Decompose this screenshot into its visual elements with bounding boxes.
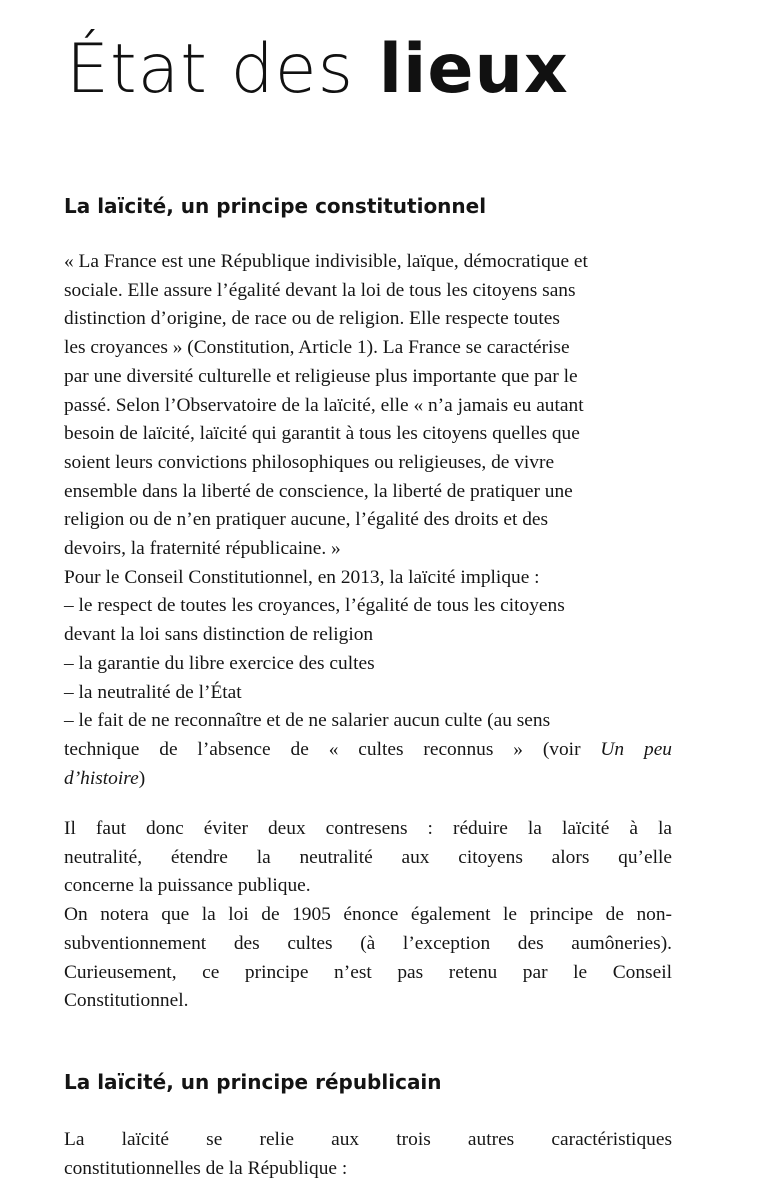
text-line: ensemble dans la liberté de conscience, la liberté de pratiquer une (64, 480, 573, 502)
page-title (66, 22, 569, 118)
text-line: par une diversité culturelle et religieuse plus importante que par le (64, 365, 578, 387)
text-segment: ) (138, 767, 146, 789)
section-heading-constitutionnel: La laïcité, un principe constitutionnel (64, 194, 487, 218)
text-line: devoirs, la fraternité républicaine. » (64, 538, 341, 560)
text-line: Pour le Conseil Constitutionnel, en 2013, la laïcité implique : (64, 566, 540, 588)
text-segment: technique de l’absence de « cultes reconnus » (voir (64, 738, 581, 760)
page-title-part2: lieux (378, 30, 569, 109)
text-line (64, 765, 672, 794)
text-line: distinction d’origine, de race ou de religion. Elle respecte toutes (64, 308, 560, 330)
text-line: « La France est une République indivisible, laïque, démocratique et (64, 251, 588, 272)
italic-reference: Un peu (600, 738, 672, 760)
text-line: – le fait de ne reconnaître et de ne salarier aucun culte (au sens (64, 710, 551, 732)
text-line: – le respect de toutes les croyances, l’égalité de tous les citoyens (64, 595, 565, 617)
text-line: religion ou de n’en pratiquer aucune, l’égalité des droits et des (64, 509, 549, 531)
italic-reference: d’histoire (64, 767, 139, 789)
text-line: Constitutionnel. (64, 990, 189, 1012)
page-title-part1: État des (66, 30, 355, 109)
text-line: La laïcité se relie aux trois autres caractéristiques (64, 1129, 672, 1150)
text-line: Il faut donc éviter deux contresens : réduire la laïcité à la (64, 818, 672, 839)
text-line (64, 736, 672, 765)
text-line: On notera que la loi de 1905 énonce également le principe de non- (64, 904, 672, 926)
text-line: les croyances » (Constitution, Article 1). La France se caractérise (64, 337, 570, 359)
paragraph-contresens (64, 815, 672, 1016)
section-heading-republicain: La laïcité, un principe républicain (64, 1070, 442, 1094)
text-line: Curieusement, ce principe n’est pas retenu par le Conseil (64, 961, 672, 983)
text-line: concerne la puissance publique. (64, 875, 311, 897)
text-line: – la neutralité de l’État (64, 681, 242, 703)
text-line: – la garantie du libre exercice des cultes (64, 652, 375, 674)
text-line: sociale. Elle assure l’égalité devant la loi de tous les citoyens sans (64, 279, 576, 301)
text-line: passé. Selon l’Observatoire de la laïcité, elle « n’a jamais eu autant (64, 394, 584, 416)
paragraph-constitution (64, 248, 672, 793)
text-line: devant la loi sans distinction de religion (64, 624, 374, 646)
text-line: subventionnement des cultes (à l’exception des aumôneries). (64, 932, 672, 954)
text-line: soient leurs convictions philosophiques ou religieuses, de vivre (64, 451, 555, 473)
text-line: besoin de laïcité, laïcité qui garantit à tous les citoyens quelles que (64, 423, 580, 445)
text-line: neutralité, étendre la neutralité aux citoyens alors qu’elle (64, 846, 672, 868)
text-line: constitutionnelles de la République : (64, 1157, 348, 1179)
paragraph-republique (64, 1126, 672, 1183)
